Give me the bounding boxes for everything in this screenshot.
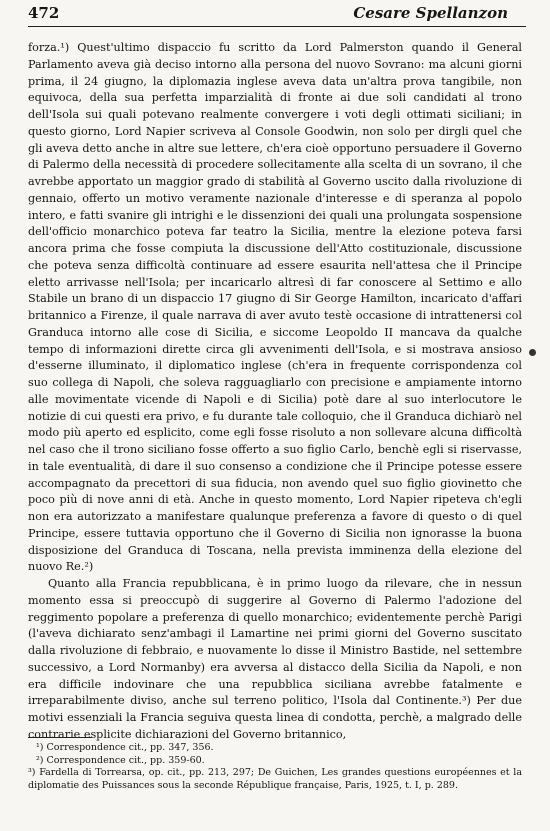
page-number: 472 (28, 4, 60, 22)
body-text (28, 40, 522, 744)
footnotes (28, 742, 522, 792)
footnote: ³) Fardella di Torrearsa, op. cit., pp. 213, 297; De Guichen, Les grandes questions européennes et la diplomatie des Puissances sous la seconde République française, Paris, 1925, t. I, p. 289. (28, 767, 522, 791)
footnote: ²) Correspondence cit., pp. 359-60. (36, 754, 205, 766)
paragraph: Quanto alla Francia repubblicana, è in primo luogo da rilevare, che in nessun momento essa si preoccupò di suggerire al Governo di Palermo l'adozione del reggimento popolare a preferenza di quello monarchico; evidentemente perchè Parigi (l'aveva dichiarato senz'ambagi il Lamartine nei primi giorni del Governo suscitato dalla rivoluzione di febbraio, e nuovamente lo disse il Ministro Bastide, nel settembre successivo, a Lord Normanby) era avversa al distacco della Sicilia da Napoli, e non era difficile indovinare che una repubblica siciliana avrebbe fatalmente e irreparabilmente diviso, anche sul terreno politico, l'Isola dal Continente.³) Per due motivi essenziali la Francia seguiva questa linea di condotta, perchè, a malgrado delle contrarie esplicite dichiarazioni del Governo britannico, (28, 577, 522, 741)
footnote: ¹) Correspondence cit., pp. 347, 356. (36, 742, 214, 753)
header-rule (28, 26, 526, 27)
running-head: Cesare Spellanzon (353, 4, 508, 22)
page-header (28, 4, 528, 24)
footnote-rule (28, 737, 92, 738)
paragraph: forza.¹) Quest'ultimo dispaccio fu scritto da Lord Palmerston quando il General Parlamento aveva già deciso intorno alla persona del nuovo Sovrano: ma alcuni giorni prima, il 24 giugno, la diplomazia inglese aveva data un'altra prova tangibile, non equivoca, della sua perfetta imparzialità di fronte ai due soli candidati al trono dell'Isola sui quali potevano realmente convergere i voti degli ottimati siciliani; in questo giorno, Lord Napier scriveva al Console Goodwin, non solo per dirgli quel che gli aveva detto anche in altre sue lettere, ch'era cioè opportuno persuadere il Governo di Palermo della necessità di procedere sollecitamente alla scelta di un sovrano, il che avrebbe apportato un maggior grado di stabilità al Governo uscito dalla rivoluzione di gennaio, offerto un motivo veramente nazionale d'interesse e di speranza al popolo intero, e fatti svanire gli intrighi e le dissenzioni dei quali una prolungata sospensione dell'officio monarchico poteva far teatro la Sicilia, mentre la elezione poteva farsi ancora prima che fosse compiuta la discussione dell'Atto costituzionale, discussione che poteva senza difficoltà continuare ad essere esaurita nell'attesa che il Principe eletto arrivasse nell'Isola; per incaricarlo altresì di far conoscere al Settimo e allo Stabile un brano di un dispaccio 17 giugno di Sir George Hamilton, incaricato d'affari britannico a Firenze, il quale narrava di aver avuto testè occasione di intrattenersi col Granduca intorno alle cose di Sicilia, e siccome Leopoldo II mancava da qualche tempo di informazioni dirette circa gli avvenimenti dell'Isola, e si mostrava ansioso d'esserne illuminato, il diplomatico inglese (ch'era in frequente corrispondenza col suo collega di Napoli, che soleva ragguagliarlo con precisione e ampiamente intorno alle movimentate vicende di Napoli e di Sicilia) potè dare al suo interlocutore le notizie di cui questi era privo, e fu durante tale colloquio, che il Granduca dichiarò nel modo più aperto ed esplicito, come egli fosse risoluto a non sollevare alcuna difficoltà nel caso che il trono siciliano fosse offerto a suo figlio Carlo, benchè egli si riservasse, in tale eventualità, di dare il suo consenso a condizione che il Principe potesse essere accompagnato da precettori di sua fiducia, non avendo quel suo figlio giovinetto che poco più di nove anni di età. Anche in questo momento, Lord Napier ripeteva ch'egli non era autorizzato a manifestare qualunque preferenza a favore di questo o di quel Principe, essere tuttavia opportuno che il Governo di Sicilia non ignorasse la buona disposizione del Granduca di Toscana, nella prevista imminenza della elezione del nuovo Re.²) (28, 41, 522, 574)
margin-dot-mark (529, 349, 536, 356)
